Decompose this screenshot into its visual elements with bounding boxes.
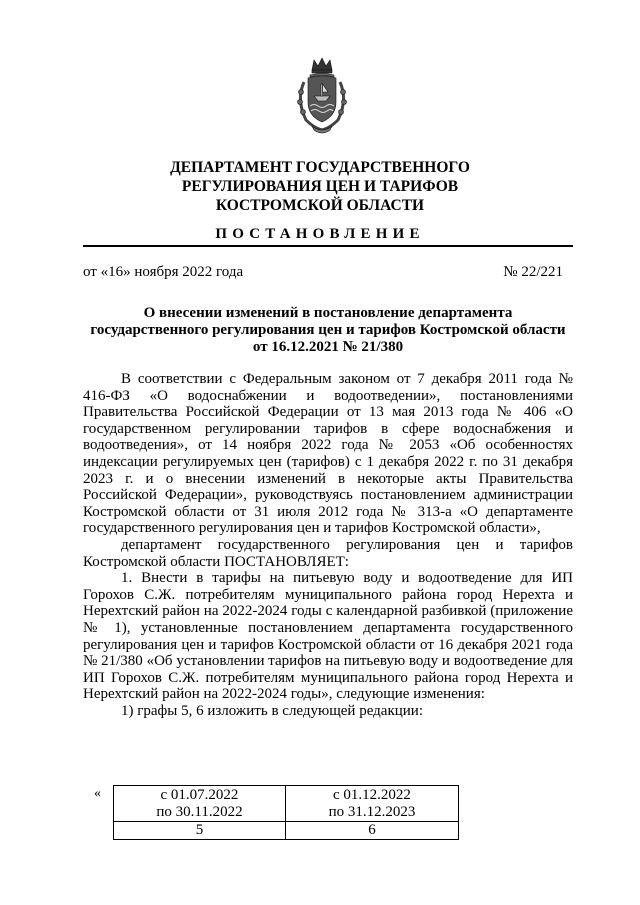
coat-of-arms-emblem: [290, 56, 354, 134]
document-type-title: ПОСТАНОВЛЕНИЕ: [215, 226, 425, 242]
tariff-period-table: [113, 785, 459, 840]
department-name: [0, 158, 640, 215]
body-paragraph-subitem-1: 1) графы 5, 6 изложить в следующей редакции:: [121, 702, 423, 719]
body-paragraph-resolves: департамент государственного регулирования цен и тарифов Костромской области ПОСТАНОВЛЯЕТ:: [83, 536, 573, 570]
department-name-line-2: РЕГУЛИРОВАНИЯ ЦЕН И ТАРИФОВ: [181, 178, 459, 195]
table-cell-col5-index: 5: [114, 822, 286, 840]
subject-line-1: О внесении изменений в постановление департамента: [143, 305, 513, 321]
table-cell-col6-index: 6: [285, 822, 458, 840]
table-row: [114, 822, 459, 840]
body-paragraph-item-1: 1. Внести в тарифы на питьевую воду и водоотведение для ИП Горохов С.Ж. потребителям муниципального района город Нерехта и Нерехтский район на 2022-2024 годы с календарной разбивкой (приложение № 1), установленные постановлением департамента государственного регулирования цен и тарифов Костромской области от 16 декабря 2021 года № 21/380 «Об установлении тарифов на питьевую воду и водоотведение для ИП Горохов С.Ж. потребителям муниципального района город Нерехта и Нерехтский район на 2022-2024 годы», следующие изменения:: [83, 570, 573, 703]
subject-line-2: государственного регулирования цен и тарифов Костромской области: [90, 322, 566, 338]
header-divider: [83, 245, 573, 247]
table-cell-col5-period: [114, 786, 286, 822]
subject-line-3: от 16.12.2021 № 21/380: [252, 339, 404, 355]
document-number: № 22/221: [503, 264, 563, 280]
table-open-quote: «: [94, 786, 101, 801]
department-name-line-1: ДЕПАРТАМЕНТ ГОСУДАРСТВЕННОГО: [170, 159, 470, 176]
department-name-line-3: КОСТРОМСКОЙ ОБЛАСТИ: [215, 197, 425, 214]
body-paragraph-preamble: В соответствии с Федеральным законом от 7 декабря 2011 года № 416-ФЗ «О водоснабжении и водоотведении», постановлениями Правительства Российской Федерации от 13 мая 2013 года № 406 «О государственном регулировании тарифов в сфере водоснабжения и водоотведения», от 14 ноября 2022 года № 2053 «Об особенностях индексации регулируемых цен (тарифов) с 1 декабря 2022 г. по 31 декабря 2023 г. и о внесении изменений в некоторые акты Правительства Российской Федерации», руководствуясь постановлением администрации Костромской области от 31 июля 2012 года № 313-а «О департаменте государственного регулирования цен и тарифов Костромской области»,: [83, 371, 573, 537]
col5-period-start: с 01.07.2022: [160, 787, 239, 803]
document-date: от «16» ноября 2022 года: [83, 264, 244, 280]
document-body: [83, 371, 573, 719]
col6-period-start: с 01.12.2022: [333, 787, 411, 803]
table-row: [114, 786, 459, 822]
document-subject: [83, 305, 573, 356]
col5-period-end: по 30.11.2022: [156, 803, 243, 820]
col6-period-end: по 31.12.2023: [328, 803, 416, 820]
table-cell-col6-period: [285, 786, 458, 822]
